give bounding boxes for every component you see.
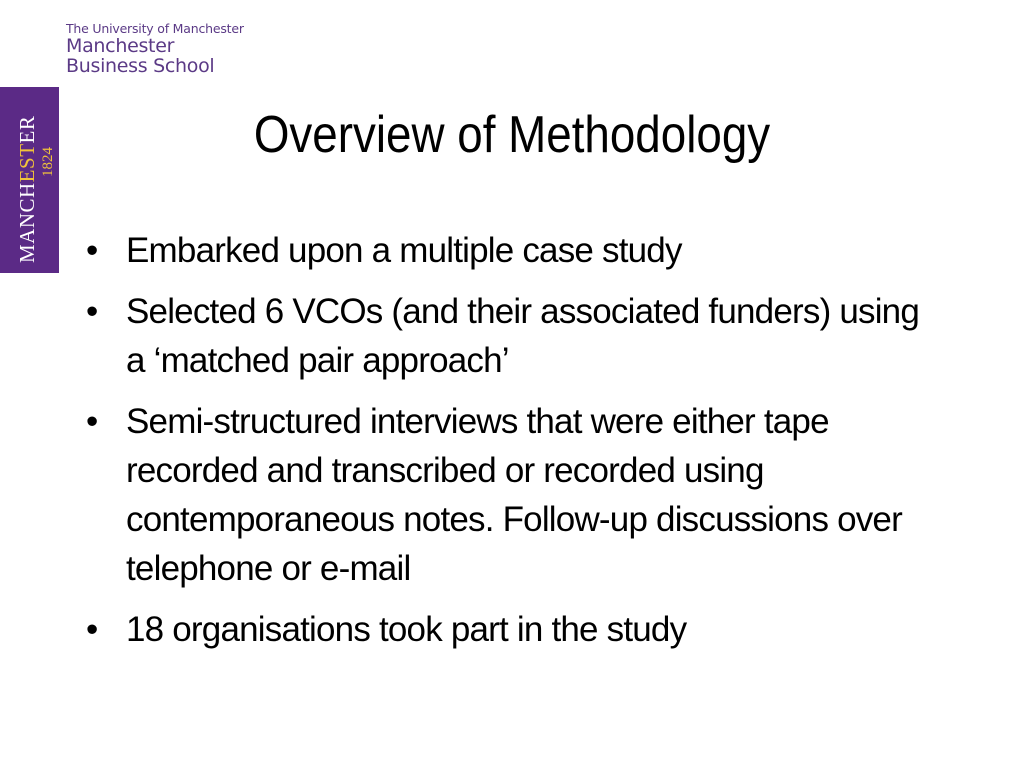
crest-wordmark-icon — [0, 87, 59, 273]
bullet-icon: • — [86, 402, 98, 441]
slide-title: Overview of Methodology — [253, 106, 771, 164]
manchester-business-school-logo — [66, 22, 244, 76]
bullet-text: 18 organisations took part in the study — [126, 610, 687, 649]
svg-text:MANCHESTER: MANCHESTER — [15, 115, 39, 263]
bullet-icon: • — [86, 610, 98, 649]
manchester-1824-crest — [0, 87, 59, 273]
bullet-text: Semi-structured interviews that were either tape recorded and transcribed or recorded using contemporaneous notes. Follow-up discussions over telephone or e-mail — [126, 402, 902, 588]
bullet-item — [86, 287, 946, 385]
bullet-item — [86, 226, 946, 275]
bullet-list — [86, 226, 946, 666]
university-name: The University of Manchester — [66, 21, 244, 36]
svg-text:1824: 1824 — [40, 147, 56, 177]
bullet-item — [86, 397, 946, 593]
bullet-item — [86, 605, 946, 654]
bullet-text: Selected 6 VCOs (and their associated funders) using a ‘matched pair approach’ — [126, 292, 920, 380]
bullet-text: Embarked upon a multiple case study — [126, 231, 682, 270]
school-name-line2: Business School — [66, 55, 215, 77]
bullet-icon: • — [86, 292, 98, 331]
school-name-line1: Manchester — [66, 35, 175, 57]
bullet-icon: • — [86, 231, 98, 270]
